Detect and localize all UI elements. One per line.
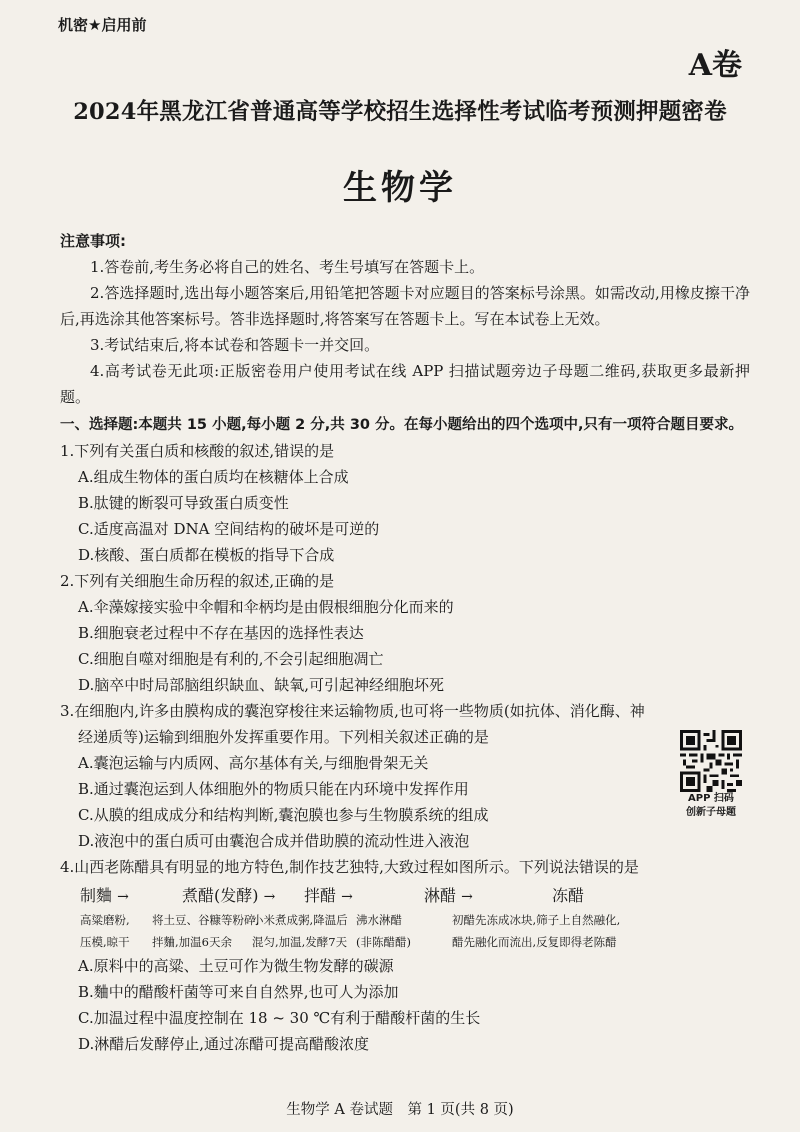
process-desc: (非陈醋醋) <box>356 935 411 949</box>
option-d: D.核酸、蛋白质都在模板的指导下合成 <box>78 546 335 564</box>
section-heading: 一、选择题:本题共 15 小题,每小题 2 分,共 30 分。在每小题给出的四个选项中,只有一项符合题目要求。 <box>60 417 744 433</box>
option-c: C.适度高温对 DNA 空间结构的破坏是可逆的 <box>78 520 380 538</box>
option-b: B.麯中的醋酸杆菌等可来自自然界,也可人为添加 <box>78 983 399 1001</box>
confidential-label: 机密★启用前 <box>58 16 147 34</box>
question-stem: 3.在细胞内,许多由膜构成的囊泡穿梭往来运输物质,也可将一些物质(如抗体、消化酶、神经递质等)运输到细胞外发挥重要作用。下列相关叙述正确的是 <box>60 702 645 746</box>
qr-caption: 创新子母题 <box>686 807 736 818</box>
arrow-icon: → <box>263 889 276 905</box>
process-desc: 高粱磨粉, <box>80 913 130 927</box>
process-step: 拌醋 → <box>304 886 353 905</box>
exam-content <box>60 228 750 1057</box>
process-descriptions <box>80 909 750 953</box>
question-stem: 2.下列有关细胞生命历程的叙述,正确的是 <box>60 572 335 590</box>
option-d: D.液泡中的蛋白质可由囊泡合成并借助膜的流动性进入液泡 <box>78 832 470 850</box>
arrow-icon: → <box>117 889 129 905</box>
process-step: 冻醋 <box>552 886 585 905</box>
option-c: C.从膜的组成成分和结构判断,囊泡膜也参与生物膜系统的组成 <box>78 806 489 824</box>
process-desc: 初醋先冻成冰块,筛子上自然融化, <box>452 913 621 927</box>
arrow-icon: → <box>341 889 353 905</box>
question-3 <box>60 698 750 854</box>
exam-title: 2024年黑龙江省普通高等学校招生选择性考试临考预测押题密卷 <box>73 99 727 125</box>
process-step: 制麯 → <box>80 886 129 905</box>
notice-item: 3.考试结束后,将本试卷和答题卡一并交回。 <box>90 336 380 354</box>
question-4 <box>60 854 750 1057</box>
process-desc: 小米煮成粥,降温后 <box>252 913 348 927</box>
option-d: D.淋醋后发酵停止,通过冻醋可提高醋酸浓度 <box>78 1035 370 1053</box>
option-c: C.加温过程中温度控制在 18 ~ 30 ℃有利于醋酸杆菌的生长 <box>78 1009 481 1027</box>
qr-code-icon[interactable] <box>680 730 742 792</box>
page-footer: 生物学 A 卷试题 第 1 页(共 8 页) <box>286 1102 514 1118</box>
option-b: B.细胞衰老过程中不存在基因的选择性表达 <box>78 624 364 642</box>
process-desc: 压模,晾干 <box>80 935 130 949</box>
question-1 <box>60 438 750 568</box>
arrow-icon: → <box>461 889 473 905</box>
process-desc: 混匀,加温,发酵7天 <box>252 935 348 949</box>
subject-title: 生物学 <box>343 168 457 208</box>
option-c: C.细胞自噬对细胞是有利的,不会引起细胞凋亡 <box>78 650 384 668</box>
option-b: B.通过囊泡运到人体细胞外的物质只能在内环境中发挥作用 <box>78 780 469 798</box>
process-desc: 将土豆、谷糠等粉碎, <box>152 913 260 927</box>
option-a: A.伞藻嫁接实验中伞帽和伞柄均是由假根细胞分化而来的 <box>78 598 454 616</box>
notice-item: 1.答卷前,考生务必将自己的姓名、考生号填写在答题卡上。 <box>90 258 485 276</box>
question-2 <box>60 568 750 698</box>
qr-caption: APP 扫码 <box>688 793 734 804</box>
process-desc: 沸水淋醋 <box>356 913 402 927</box>
option-a: A.组成生物体的蛋白质均在核糖体上合成 <box>78 468 349 486</box>
process-step: 淋醋 → <box>424 886 473 905</box>
qr-block[interactable] <box>672 730 750 820</box>
process-flow <box>80 884 750 909</box>
notice-item: 4.高考试卷无此项:正版密卷用户使用考试在线 APP 扫描试题旁边子母题二维码,获取更多最新押题。 <box>60 362 750 406</box>
process-desc: 拌麯,加温6天余 <box>152 935 232 949</box>
question-stem: 1.下列有关蛋白质和核酸的叙述,错误的是 <box>60 442 335 460</box>
volume-label: A卷 <box>688 48 742 83</box>
process-step: 煮醋(发酵) → <box>182 886 276 905</box>
option-b: B.肽键的断裂可导致蛋白质变性 <box>78 494 289 512</box>
notice-item: 2.答选择题时,选出每小题答案后,用铅笔把答题卡对应题目的答案标号涂黑。如需改动,用橡皮擦干净后,再选涂其他答案标号。答非选择题时,将答案写在答题卡上。写在本试卷上无效。 <box>60 284 750 328</box>
option-a: A.原料中的高粱、土豆可作为微生物发酵的碳源 <box>78 957 394 975</box>
option-a: A.囊泡运输与内质网、高尔基体有关,与细胞骨架无关 <box>78 754 429 772</box>
option-d: D.脑卒中时局部脑组织缺血、缺氧,可引起神经细胞坏死 <box>78 676 445 694</box>
question-stem: 4.山西老陈醋具有明显的地方特色,制作技艺独特,大致过程如图所示。下列说法错误的是 <box>60 858 639 876</box>
notice-heading: 注意事项: <box>60 232 126 250</box>
process-desc: 醋先融化而流出,反复即得老陈醋 <box>452 935 617 949</box>
